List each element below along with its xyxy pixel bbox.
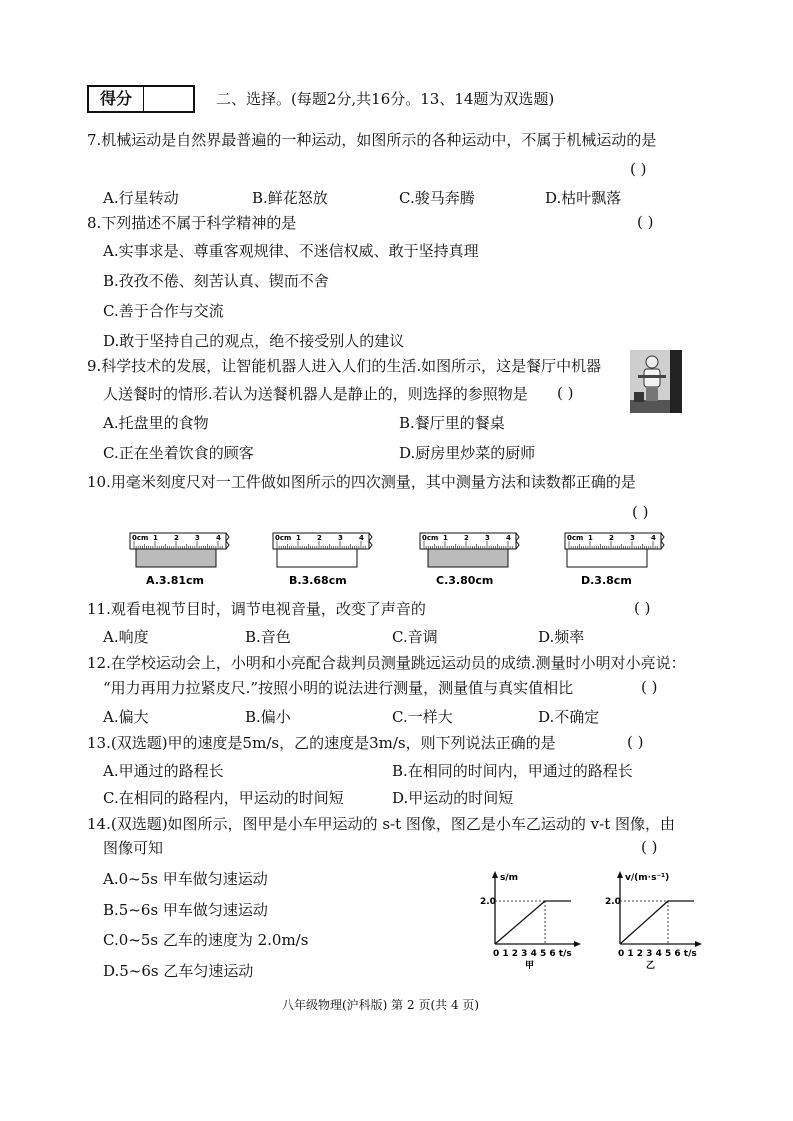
q11-stem: 11.观看电视节目时，调节电视音量，改变了声音的 — [87, 600, 426, 618]
page-footer: 八年级物理(沪科版) 第 2 页(共 4 页) — [282, 998, 480, 1012]
q7-option-a[interactable]: A.行星转动 — [103, 189, 179, 207]
q8-option-b[interactable]: B.孜孜不倦、刻苦认真、锲而不舍 — [103, 272, 329, 290]
graph-jia-line-rise — [495, 901, 545, 944]
q14-option-c[interactable]: C.0~5s 乙车的速度为 2.0m/s — [103, 931, 309, 949]
workpiece-block — [277, 549, 357, 567]
q8-answer-paren[interactable]: ( ) — [637, 213, 654, 231]
q12-option-d[interactable]: D.不确定 — [538, 708, 600, 726]
q14-answer-paren[interactable]: ( ) — [641, 838, 658, 856]
ruler-tick-label: 4 — [359, 534, 364, 542]
ruler-tick-label: 3 — [338, 534, 343, 542]
q12-option-a[interactable]: A.偏大 — [103, 708, 149, 726]
ruler-tick-label: 4 — [651, 534, 656, 542]
q13-stem: 13.(双选题)甲的速度是5m/s，乙的速度是3m/s，则下列说法正确的是 — [87, 734, 556, 752]
robot-waiter-image — [630, 350, 682, 413]
ruler-tick-label: 2 — [317, 534, 322, 542]
q14-stem-line1: 14.(双选题)如图所示，图甲是小车甲运动的 s-t 图像，图乙是小车乙运动的 v-t 图像，由 — [87, 815, 675, 833]
q11-option-a[interactable]: A.响度 — [103, 628, 149, 646]
motion-graphs — [480, 868, 705, 973]
q14-option-b[interactable]: B.5~6s 甲车做匀速运动 — [103, 901, 268, 919]
graph-yi-ylabel: v/(m·s⁻¹) — [625, 873, 670, 883]
ruler-tick-label: 1 — [443, 534, 448, 542]
q13-option-c[interactable]: C.在相同的路程内，甲运动的时间短 — [103, 789, 344, 807]
ruler-tick-label: 0cm — [275, 534, 292, 542]
ruler-caption: A.3.81cm — [146, 574, 205, 587]
graph-yi — [605, 871, 702, 971]
graph-jia-caption: 甲 — [525, 961, 535, 971]
ruler-tick-label: 0cm — [567, 534, 584, 542]
score-label: 得分 — [89, 87, 144, 111]
ruler-caption: B.3.68cm — [289, 574, 347, 587]
ruler-figure-a — [130, 533, 229, 587]
q7-answer-paren[interactable]: ( ) — [630, 160, 647, 178]
ruler-tick-label: 3 — [630, 534, 635, 542]
q11-option-d[interactable]: D.频率 — [538, 628, 585, 646]
ruler-tick-label: 2 — [464, 534, 469, 542]
graph-jia-ylabel: s/m — [500, 873, 519, 883]
q9-stem-line1: 9.科学技术的发展，让智能机器人进入人们的生活.如图所示，这是餐厅中机器 — [87, 357, 602, 375]
q8-option-d[interactable]: D.敢于坚持自己的观点，绝不接受别人的建议 — [103, 332, 405, 350]
q10-answer-paren[interactable]: ( ) — [632, 503, 649, 521]
q8-stem: 8.下列描述不属于科学精神的是 — [87, 214, 297, 232]
ruler-figure-c — [420, 533, 519, 587]
q7-option-c[interactable]: C.骏马奔腾 — [399, 189, 475, 207]
q9-stem-line2: 人送餐时的情形.若认为送餐机器人是静止的，则选择的参照物是 — [103, 385, 528, 403]
q7-option-d[interactable]: D.枯叶飘落 — [545, 189, 622, 207]
score-box — [87, 85, 195, 113]
graph-jia — [480, 871, 581, 971]
q13-answer-paren[interactable]: ( ) — [627, 733, 644, 751]
ruler-figures — [125, 528, 685, 588]
q13-option-d[interactable]: D.甲运动的时间短 — [392, 789, 514, 807]
graph-jia-xticks: 0 1 2 3 4 5 6 t/s — [493, 949, 572, 959]
q12-stem-line1: 12.在学校运动会上，小明和小亮配合裁判员测量跳远运动员的成绩.测量时小明对小亮说： — [87, 654, 686, 672]
ruler-tick-label: 0cm — [422, 534, 439, 542]
ruler-tick-label: 1 — [296, 534, 301, 542]
q13-option-a[interactable]: A.甲通过的路程长 — [103, 762, 224, 780]
q7-stem: 7.机械运动是自然界最普遍的一种运动，如图所示的各种运动中，不属于机械运动的是 — [87, 131, 657, 149]
ruler-tick-label: 2 — [174, 534, 179, 542]
graph-yi-yvalue: 2.0 — [605, 897, 621, 907]
ruler-caption: D.3.8cm — [581, 574, 632, 587]
q10-stem: 10.用毫米刻度尺对一工件做如图所示的四次测量，其中测量方法和读数都正确的是 — [87, 473, 636, 491]
q13-option-b[interactable]: B.在相同的时间内，甲通过的路程长 — [392, 762, 633, 780]
workpiece-block — [567, 549, 647, 567]
workpiece-block — [136, 549, 216, 567]
q9-answer-paren[interactable]: ( ) — [557, 384, 574, 402]
q8-option-a[interactable]: A.实事求是、尊重客观规律、不迷信权威、敢于坚持真理 — [103, 242, 479, 260]
q14-option-a[interactable]: A.0~5s 甲车做匀速运动 — [103, 870, 268, 888]
q12-answer-paren[interactable]: ( ) — [641, 678, 658, 696]
ruler-tick-label: 2 — [609, 534, 614, 542]
ruler-figure-d — [565, 533, 664, 587]
q9-option-d[interactable]: D.厨房里炒菜的厨师 — [399, 444, 536, 462]
q9-option-a[interactable]: A.托盘里的食物 — [103, 414, 209, 432]
q14-stem-line2: 图像可知 — [103, 839, 164, 857]
ruler-caption: C.3.80cm — [436, 574, 494, 587]
workpiece-block — [428, 549, 508, 567]
q14-option-d[interactable]: D.5~6s 乙车匀速运动 — [103, 962, 254, 980]
q9-option-b[interactable]: B.餐厅里的餐桌 — [399, 414, 505, 432]
ruler-tick-label: 3 — [485, 534, 490, 542]
graph-yi-line-rise — [620, 901, 668, 944]
ruler-tick-label: 4 — [216, 534, 221, 542]
ruler-figure-b — [273, 533, 372, 587]
ruler-tick-label: 1 — [153, 534, 158, 542]
q9-option-c[interactable]: C.正在坐着饮食的顾客 — [103, 444, 254, 462]
q11-option-c[interactable]: C.音调 — [392, 628, 438, 646]
ruler-tick-label: 3 — [195, 534, 200, 542]
q12-option-b[interactable]: B.偏小 — [245, 708, 291, 726]
graph-yi-caption: 乙 — [646, 961, 656, 971]
q12-stem-line2: “用力再用力拉紧皮尺.”按照小明的说法进行测量，测量值与真实值相比 — [103, 679, 574, 697]
ruler-tick-label: 0cm — [132, 534, 149, 542]
q7-option-b[interactable]: B.鲜花怒放 — [252, 189, 328, 207]
q11-option-b[interactable]: B.音色 — [245, 628, 291, 646]
graph-jia-yvalue: 2.0 — [480, 897, 496, 907]
q12-option-c[interactable]: C.一样大 — [392, 708, 453, 726]
section-heading: 二、选择。(每题2分,共16分。13、14题为双选题) — [216, 90, 555, 108]
ruler-tick-label: 1 — [588, 534, 593, 542]
q8-option-c[interactable]: C.善于合作与交流 — [103, 302, 224, 320]
graph-yi-xticks: 0 1 2 3 4 5 6 t/s — [618, 949, 697, 959]
ruler-tick-label: 4 — [506, 534, 511, 542]
q11-answer-paren[interactable]: ( ) — [634, 599, 651, 617]
